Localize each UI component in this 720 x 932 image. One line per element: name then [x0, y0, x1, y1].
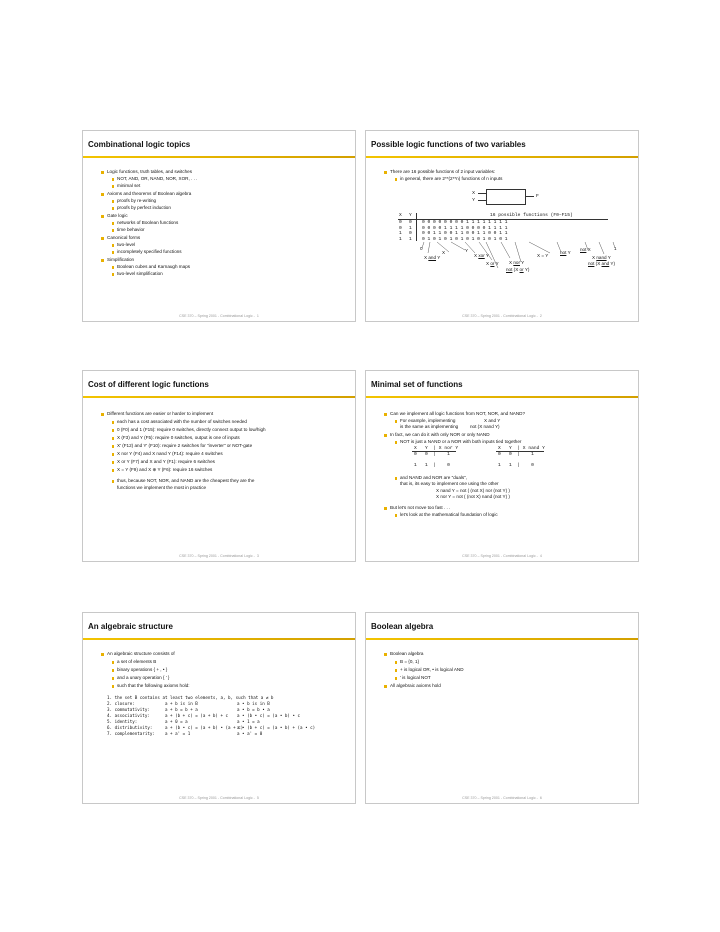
- f3-label: X: [442, 250, 446, 255]
- sub-bullet: a set of elements B: [117, 659, 157, 664]
- bullet: Logic functions, truth tables, and switches: [107, 169, 193, 174]
- slide-footer: CSE 370 – Spring 2001 - Combinational Logic - 2: [462, 314, 542, 318]
- bullet: Canonical forms: [107, 235, 141, 240]
- bullet: There are 16 possible functions of 2 input variables:: [390, 169, 496, 174]
- axiom-plus: a + 0 = a: [165, 719, 188, 724]
- cell: 0: [409, 231, 412, 236]
- sub-bullet: X or Y (F7) and X and Y (F1): require 6 switches: [117, 459, 215, 464]
- sub-bullet: and a unary operation { ' }: [117, 675, 170, 680]
- slide-5: [82, 612, 356, 804]
- bullet: Can we implement all logic functions from NOT, NOR, and NAND?: [390, 411, 526, 416]
- f14-alt-label: not (X and Y): [588, 261, 616, 266]
- title-rule: [366, 396, 638, 398]
- slide-title: Combinational logic topics: [88, 140, 191, 149]
- block-input-y: Y: [472, 197, 476, 202]
- f7-label: X or Y: [486, 261, 499, 266]
- axiom-plus: a + (b + c) = (a + b) + c: [165, 713, 229, 718]
- sub-bullet: X (F3) and Y (F5): require 0 switches, output is one of inputs: [117, 435, 240, 440]
- sub-bullet: in general, there are 2**(2**n) functions of n inputs: [400, 176, 503, 181]
- sub-bullet: thus, because NOT, NOR, and NAND are the cheapest they are the: [117, 478, 255, 483]
- axiom-dot: a • a' = 0: [237, 731, 263, 736]
- sub-bullet: minimal set: [117, 183, 141, 188]
- axiom-name: 6. distributivity:: [107, 725, 153, 730]
- table-row: 0 0 | 1: [414, 452, 450, 457]
- cell: 0 0 1 1 0 0 1 1 0 0 1 1 0 0 1 1: [422, 231, 508, 236]
- sub-bullet: binary operations { + , • }: [117, 667, 168, 672]
- f0-label: 0: [420, 246, 423, 251]
- slide-title: Boolean algebra: [371, 622, 434, 631]
- slide-footer: CSE 370 – Spring 2001 - Combinational Logic - 5: [179, 796, 259, 800]
- f1-label: X and Y: [424, 255, 441, 260]
- sub-bullet: 0 (F0) and 1 (F15): require 0 switches, directly connect output to low/high: [117, 427, 266, 432]
- sub-bullet: proofs by perfect induction: [117, 205, 171, 210]
- table-header: X Y | X nor Y: [414, 446, 459, 451]
- f9-label: X = Y: [537, 253, 549, 258]
- bullet: In fact, we can do it with only NOR or only NAND: [390, 432, 490, 437]
- sub-bullet: X = Y (F9) and X ⊕ Y (F6): require 16 switches: [117, 467, 213, 472]
- sub-bullet: B = {0, 1}: [400, 659, 420, 664]
- slide-3: [82, 370, 356, 562]
- cell: 0 1 0 1 0 1 0 1 0 1 0 1 0 1 0 1: [422, 236, 508, 242]
- title-rule: [83, 638, 355, 640]
- table-header-y: Y: [409, 213, 412, 218]
- block-input-x: X: [472, 190, 476, 195]
- bullet: Gate logic: [107, 213, 128, 218]
- axiom-name: 4. associativity:: [107, 713, 150, 718]
- sub-bullet: For example, implementing: [400, 418, 456, 423]
- bullet: Different functions are easier or harder to implement: [107, 411, 214, 416]
- table-row: 1 1 | 0: [498, 463, 534, 468]
- slide-6: [365, 612, 639, 804]
- sub-bullet: let's look at the mathematical foundation of logic: [400, 512, 498, 517]
- axiom-plus: a + b = b + a: [165, 707, 198, 712]
- axiom-name: 5. identity:: [107, 719, 138, 724]
- bullet: An algebraic structure consists of: [107, 651, 175, 656]
- sub-bullet: X' (F12) and Y' (F10): require 2 switches for "inverter" or NOT-gate: [117, 443, 253, 448]
- f5-label: Y: [465, 248, 469, 253]
- function-pointer-lines: [366, 131, 638, 321]
- title-rule: [366, 638, 638, 640]
- table-row: 0 0 | 1: [498, 452, 534, 457]
- axiom-plus: a + a' = 1: [165, 731, 191, 736]
- bullet: All algebraic axioms hold: [390, 683, 441, 688]
- expr-and: X and Y: [484, 418, 501, 423]
- axiom-name: 3. commutativity:: [107, 707, 150, 712]
- table-header: X Y | X nand Y: [498, 446, 545, 451]
- sub-bullet: time behavior: [117, 227, 145, 232]
- sub-bullet: Boolean cubes and Karnaugh maps: [117, 264, 191, 269]
- sub-bullet: ' is logical NOT: [400, 675, 431, 680]
- expr-not-nand: not (X nand Y): [470, 424, 500, 429]
- slide-title: Minimal set of functions: [371, 380, 463, 389]
- f14-label: X nand Y: [592, 255, 611, 260]
- cell: 0: [399, 225, 402, 231]
- sub-bullet: such that the following axioms hold:: [117, 683, 190, 688]
- cell: 1: [399, 236, 402, 242]
- title-rule: [83, 156, 355, 158]
- sub-bullet: incompletely specified functions: [117, 249, 182, 254]
- cell: 0 0 0 0 1 1 1 1 0 0 0 0 1 1 1 1: [422, 225, 508, 231]
- sub-bullet: + is logical OR, • is logical AND: [400, 667, 464, 672]
- sub-bullet: NOT, AND, OR, NAND, NOR, XOR, . . .: [117, 176, 198, 181]
- axiom-dot: a • (b + c) = (a • b) + (a • c): [237, 725, 316, 730]
- title-rule: [83, 396, 355, 398]
- axiom-dot: a • b is in B: [237, 701, 270, 706]
- slide-footer: CSE 370 – Spring 2001 - Combinational Logic - 1: [179, 314, 259, 318]
- slide-2: [365, 130, 639, 322]
- axiom-plus: a + (b • c) = (a + b) • (a + c): [165, 725, 244, 730]
- axiom-dot: a • 1 = a: [237, 719, 260, 724]
- sub-bullet: two-level: [117, 242, 136, 247]
- sub-bullet-cont: functions we implement the most in practice: [117, 485, 207, 490]
- axiom-row: 1. the set B contains at least two elements, a, b, such that a ≠ b: [107, 695, 274, 700]
- sub-bullet-cont: is the same as implementing: [400, 424, 459, 429]
- f10-label: not Y: [560, 250, 571, 255]
- nor-identity: X nor Y = not ( (not X) nand (not Y) ): [436, 494, 510, 499]
- f8-alt-label: not (X or Y): [506, 267, 530, 272]
- table-header-x: X: [399, 213, 402, 218]
- slide-title: Possible logic functions of two variables: [371, 140, 526, 149]
- slide-title: An algebraic structure: [88, 622, 173, 631]
- cell: 1: [399, 231, 402, 236]
- axiom-dot: a • b = b • a: [237, 707, 270, 712]
- slide-4: [365, 370, 639, 562]
- cell: 0: [409, 220, 412, 225]
- f8-label: X nor Y: [509, 260, 525, 265]
- block-output-f: F: [536, 193, 539, 198]
- axiom-name: 2. closure:: [107, 701, 135, 706]
- nand-identity: X nand Y = not ( (not X) nor (not Y) ): [436, 488, 510, 493]
- bullet: Axioms and theorems of Boolean algebra: [107, 191, 192, 196]
- slide-footer: CSE 370 – Spring 2001 - Combinational Logic - 6: [462, 796, 542, 800]
- sub-bullet: each has a cost associated with the number of switches needed: [117, 419, 247, 424]
- sub-bullet: X nor Y (F4) and X nand Y (F14): require 4 switches: [117, 451, 223, 456]
- cell: 1: [409, 236, 412, 242]
- sub-bullet-cont: that is, its easy to implement one using the other: [400, 481, 499, 486]
- cell: 0: [399, 220, 402, 225]
- sub-bullet: two-level simplification: [117, 271, 163, 276]
- sub-bullet: and NAND and NOR are "duals",: [400, 475, 468, 480]
- f6-label: X xor Y: [474, 253, 489, 258]
- axiom-dot: a • (b • c) = (a • b) • c: [237, 713, 301, 718]
- axiom-name: 7. complementarity:: [107, 731, 155, 736]
- table-row: 1 1 | 0: [414, 463, 450, 468]
- cell: 0 0 0 0 0 0 0 0 1 1 1 1 1 1 1 1: [422, 220, 508, 225]
- sub-bullet: NOT is just a NAND or a NOR with both inputs tied together: [400, 439, 522, 444]
- f15-label: 1: [614, 246, 617, 251]
- bullet: Simplification: [107, 257, 135, 262]
- bullet: But let's not move too fast . . .: [390, 505, 451, 510]
- axiom-plus: a + b is in B: [165, 701, 198, 706]
- f12-label: not X: [580, 247, 591, 252]
- slide-footer: CSE 370 – Spring 2001 - Combinational Logic - 3: [179, 554, 259, 558]
- slide-1: [82, 130, 356, 322]
- cell: 1: [409, 225, 412, 231]
- sub-bullet: networks of Boolean functions: [117, 220, 179, 225]
- bullet: Boolean algebra: [390, 651, 424, 656]
- slide-footer: CSE 370 – Spring 2001 - Combinational Logic - 4: [462, 554, 542, 558]
- sub-bullet: proofs by re-writing: [117, 198, 157, 203]
- table-header-f: 16 possible functions (F0–F15): [490, 213, 573, 218]
- slide-title: Cost of different logic functions: [88, 380, 209, 389]
